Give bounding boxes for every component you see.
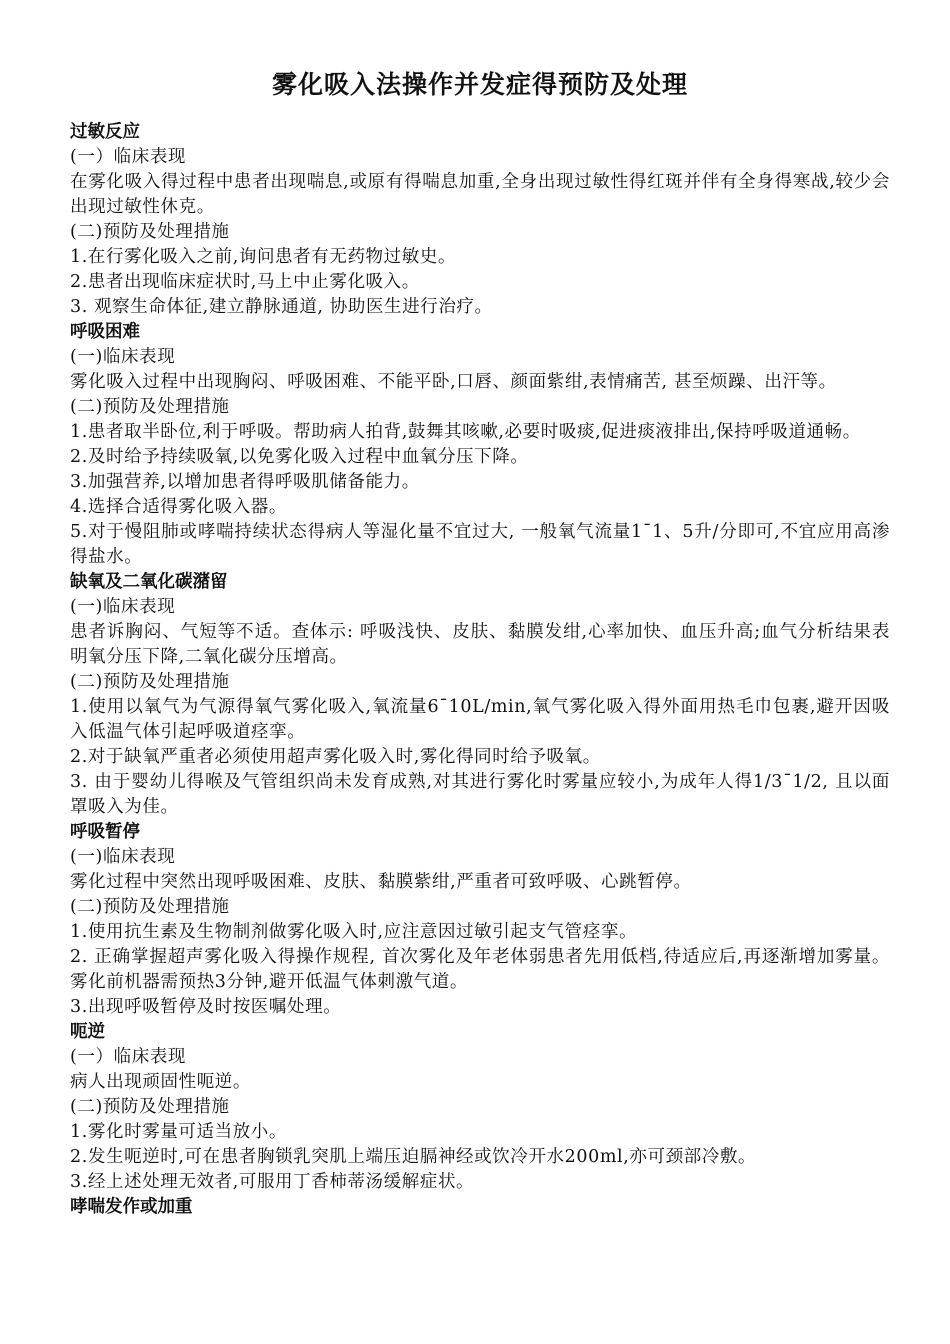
section-heading: 呃逆 xyxy=(70,1022,105,1042)
paragraph-line: 3.经上述处理无效者,可服用丁香柿蒂汤缓解症状。 xyxy=(70,1172,475,1192)
paragraph-line: 病人出现顽固性呃逆。 xyxy=(70,1072,251,1092)
paragraph-line: 在雾化吸入得过程中患者出现喘息,或原有得喘息加重,全身出现过敏性得红斑并伴有全身得寒战,较少会出现过敏性休克。 xyxy=(70,172,890,217)
paragraph-line: 1.患者取半卧位,利于呼吸。帮助病人拍背,鼓舞其咳嗽,必要时吸痰,促进痰液排出,保持呼吸道通畅。 xyxy=(70,422,861,442)
section-heading: 缺氧及二氧化碳潴留 xyxy=(70,572,228,592)
paragraph-line: (二)预防及处理措施 xyxy=(70,672,230,692)
paragraph-line: 雾化过程中突然出现呼吸困难、皮肤、黏膜紫绀,严重者可致呼吸、心跳暂停。 xyxy=(70,872,692,892)
paragraph-line: 4.选择合适得雾化吸入器。 xyxy=(70,497,287,517)
paragraph-line: 3. 由于婴幼儿得喉及气管组织尚未发育成熟,对其进行雾化时雾量应较小,为成年人得1/3¯1/2, 且以面罩吸入为佳。 xyxy=(70,772,890,817)
paragraph-line: 1.雾化时雾量可适当放小。 xyxy=(70,1122,287,1142)
paragraph-line: (一）临床表现 xyxy=(70,1047,187,1067)
paragraph-line: 1.使用抗生素及生物制剂做雾化吸入时,应注意因过敏引起支气管痉挛。 xyxy=(70,922,638,942)
paragraph-line: (二)预防及处理措施 xyxy=(70,222,230,242)
section-heading: 哮喘发作或加重 xyxy=(70,1197,193,1217)
section-heading: 呼吸暂停 xyxy=(70,822,140,842)
paragraph-line: 2. 正确掌握超声雾化吸入得操作规程, 首次雾化及年老体弱患者先用低档,待适应后,再逐渐增加雾量。雾化前机器需预热3分钟,避开低温气体刺激气道。 xyxy=(70,947,890,992)
paragraph-line: 患者诉胸闷、气短等不适。查体示: 呼吸浅快、皮肤、黏膜发绀,心率加快、血压升高;血气分析结果表明氧分压下降,二氧化碳分压增高。 xyxy=(70,622,890,667)
section xyxy=(70,1020,890,1195)
paragraph-line: (二)预防及处理措施 xyxy=(70,397,230,417)
document-body xyxy=(70,120,890,1220)
section xyxy=(70,570,890,820)
section xyxy=(70,1195,890,1220)
section-heading: 过敏反应 xyxy=(70,122,140,142)
paragraph-line: 2.发生呃逆时,可在患者胸锁乳突肌上端压迫膈神经或饮冷开水200ml,亦可颈部冷敷。 xyxy=(70,1147,757,1167)
section xyxy=(70,820,890,1020)
section xyxy=(70,320,890,570)
section xyxy=(70,120,890,320)
paragraph-line: 3. 观察生命体征,建立静脉通道, 协助医生进行治疗。 xyxy=(70,297,493,317)
paragraph-line: (一)临床表现 xyxy=(70,847,176,867)
section-heading: 呼吸困难 xyxy=(70,322,140,342)
paragraph-line: (一)临床表现 xyxy=(70,347,176,367)
paragraph-line: (二)预防及处理措施 xyxy=(70,897,230,917)
paragraph-line: 2.患者出现临床症状时,马上中止雾化吸入。 xyxy=(70,272,420,292)
paragraph-line: (一)临床表现 xyxy=(70,597,176,617)
paragraph-line: 5.对于慢阻肺或哮喘持续状态得病人等湿化量不宜过大, 一般氧气流量1¯1、5升/分即可,不宜应用高渗得盐水。 xyxy=(70,522,890,567)
paragraph-line: 1.使用以氧气为气源得氧气雾化吸入,氧流量6¯10L/min,氧气雾化吸入得外面用热毛巾包裹,避开因吸入低温气体引起呼吸道痉挛。 xyxy=(70,697,890,742)
paragraph-line: 1.在行雾化吸入之前,询问患者有无药物过敏史。 xyxy=(70,247,457,267)
paragraph-line: 3.加强营养,以增加患者得呼吸肌储备能力。 xyxy=(70,472,420,492)
paragraph-line: 雾化吸入过程中出现胸闷、呼吸困难、不能平卧,口唇、颜面紫绀,表情痛苦, 甚至烦躁、出汗等。 xyxy=(70,372,837,392)
paragraph-line: (二)预防及处理措施 xyxy=(70,1097,230,1117)
paragraph-line: (一）临床表现 xyxy=(70,147,187,167)
paragraph-line: 3.出现呼吸暂停及时按医嘱处理。 xyxy=(70,997,342,1017)
document-title: 雾化吸入法操作并发症得预防及处理 xyxy=(271,70,688,99)
paragraph-line: 2.及时给予持续吸氧,以免雾化吸入过程中血氧分压下降。 xyxy=(70,447,529,467)
paragraph-line: 2.对于缺氧严重者必须使用超声雾化吸入时,雾化得同时给予吸氧。 xyxy=(70,747,601,767)
